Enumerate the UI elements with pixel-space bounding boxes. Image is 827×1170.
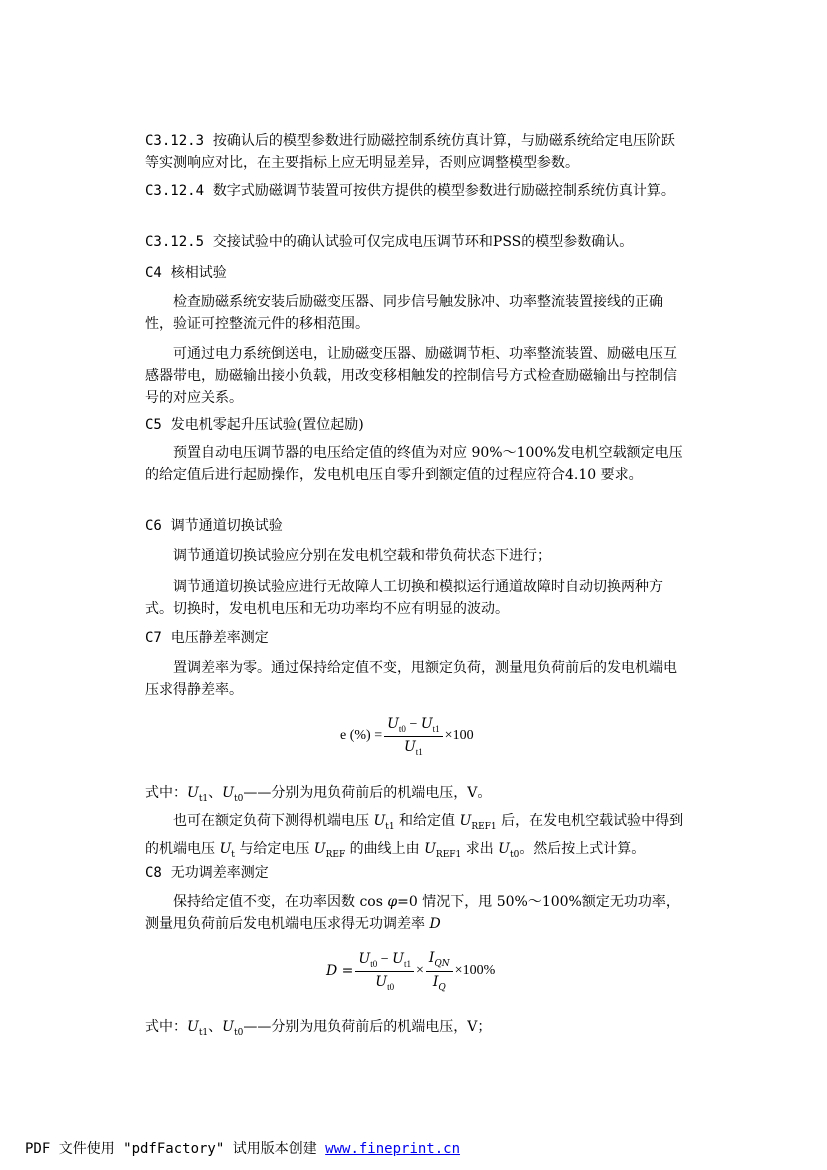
var-u: U bbox=[498, 840, 510, 857]
var-u: U bbox=[222, 785, 234, 801]
text: 后，在发电机空载试验中得到的机端电压 bbox=[145, 813, 684, 857]
c8-where-clause bbox=[145, 1016, 688, 1044]
text: 求出 bbox=[461, 840, 499, 857]
minus: − bbox=[377, 952, 393, 967]
sep: 、 bbox=[208, 1019, 223, 1035]
var-u: U bbox=[375, 973, 388, 990]
var-u: U bbox=[222, 1019, 234, 1035]
var-u: U bbox=[403, 738, 416, 755]
sub: t0 bbox=[509, 849, 520, 860]
clause-text: 数字式励磁调节装置可按供方提供的模型参数进行励磁控制系统仿真计算。 bbox=[212, 183, 675, 199]
heading-c6 bbox=[145, 515, 688, 537]
sub: t1 bbox=[198, 793, 209, 804]
c8-paragraph-1 bbox=[145, 891, 688, 935]
formula-fraction bbox=[384, 716, 443, 757]
formula-denominator bbox=[433, 972, 446, 993]
text: 也可在额定负荷下测得机端电压 bbox=[173, 813, 374, 829]
c7-paragraph-2 bbox=[145, 810, 688, 866]
formula-lhs: e (%) = bbox=[340, 728, 383, 744]
var-u: U bbox=[387, 716, 399, 732]
text: 。然后按上式计算。 bbox=[519, 840, 646, 857]
heading-c7 bbox=[145, 627, 688, 649]
clause-c3-12-4 bbox=[145, 180, 688, 202]
text: =0 情况下，甩 50%～100%额定无功功率，测量甩负荷前后发电机端电压求得无功调差率 bbox=[145, 894, 680, 932]
sub: t1 bbox=[403, 958, 411, 969]
clause-c3-12-3 bbox=[145, 130, 688, 174]
c5-paragraph-1: 预置自动电压调节器的电压给定值的终值为对应 90%～100%发电机空载额定电压的给定值后进行起励操作，发电机电压自零升到额定值的过程应符合4.10 要求。 bbox=[145, 445, 683, 483]
sub: t0 bbox=[233, 793, 244, 804]
sub: REF bbox=[325, 849, 346, 860]
sub: t1 bbox=[198, 1027, 209, 1038]
heading-c5 bbox=[145, 414, 688, 436]
where-prefix: 式中： bbox=[145, 1019, 187, 1035]
clause-number: C3.12.5 bbox=[145, 234, 205, 250]
heading-title: 核相试验 bbox=[170, 265, 227, 281]
text: 保持给定值不变，在功率因数 cos bbox=[173, 894, 388, 910]
formula-fraction-u bbox=[355, 951, 414, 992]
heading-number: C6 bbox=[145, 518, 162, 534]
sub: REF1 bbox=[435, 849, 462, 860]
c7-paragraph-1: 置调差率为零。通过保持给定值不变，甩额定负荷，测量甩负荷前后的发电机端电压求得静差率。 bbox=[145, 660, 677, 698]
c4-paragraph-2: 可通过电力系统倒送电，让励磁变压器、励磁调节柜、功率整流装置、励磁电压互感器带电，励磁输出接小负载，用改变移相触发的控制信号方式检查励磁输出与控制信号的对应关系。 bbox=[145, 346, 677, 406]
where-text: ——分别为甩负荷前后的机端电压，V。 bbox=[243, 785, 492, 801]
formula-numerator bbox=[384, 716, 443, 737]
sub: t1 bbox=[385, 821, 395, 832]
sub: t bbox=[231, 849, 235, 860]
times: × bbox=[415, 963, 424, 979]
formula-numerator bbox=[355, 951, 414, 972]
text: 和给定值 bbox=[394, 813, 460, 829]
sub: t1 bbox=[415, 746, 423, 757]
sub: t0 bbox=[398, 723, 406, 734]
var-d: D bbox=[429, 916, 441, 932]
where-prefix: 式中： bbox=[145, 785, 187, 801]
c6-paragraph-2: 调节通道切换试验应进行无故障人工切换和模拟运行通道故障时自动切换两种方式。切换时，发电机电压和无功功率均不应有明显的波动。 bbox=[145, 579, 663, 617]
var-u: U bbox=[392, 951, 404, 967]
sub: t0 bbox=[370, 958, 378, 969]
var-u: U bbox=[187, 1019, 199, 1035]
clause-number: C3.12.4 bbox=[145, 183, 205, 199]
var-u: U bbox=[373, 813, 386, 829]
where-text: ——分别为甩负荷前后的机端电压，V； bbox=[243, 1019, 492, 1035]
sub: Q bbox=[438, 982, 446, 993]
heading-number: C4 bbox=[145, 265, 162, 281]
var-phi: φ bbox=[387, 894, 398, 910]
var-u: U bbox=[420, 716, 433, 732]
footer-text: PDF 文件使用 "pdfFactory" 试用版本创建 bbox=[25, 1141, 326, 1157]
var-u: U bbox=[187, 785, 199, 801]
formula-lhs: D = bbox=[326, 963, 354, 980]
sep: 、 bbox=[208, 785, 223, 801]
c4-paragraph-1: 检查励磁系统安装后励磁变压器、同步信号触发脉冲、功率整流装置接线的正确性，验证可控整流元件的移相范围。 bbox=[145, 294, 663, 332]
heading-c8 bbox=[145, 862, 688, 884]
var-i: I bbox=[432, 973, 439, 990]
var-i: I bbox=[428, 950, 435, 966]
pdf-footer bbox=[25, 1138, 460, 1158]
sub: t0 bbox=[387, 981, 395, 992]
formula-factor: ×100 bbox=[444, 728, 474, 744]
heading-title: 调节通道切换试验 bbox=[170, 518, 283, 534]
clause-c3-12-5 bbox=[145, 231, 688, 253]
clause-text: 按确认后的模型参数进行励磁控制系统仿真计算，与励磁系统给定电压阶跃等实测响应对比，在主要指标上应无明显差异，否则应调整模型参数。 bbox=[145, 133, 675, 171]
text: 的曲线上由 bbox=[345, 840, 425, 857]
heading-number: C7 bbox=[145, 630, 162, 646]
fineprint-link[interactable]: www.fineprint.cn bbox=[325, 1141, 461, 1157]
minus: − bbox=[405, 717, 421, 732]
sub: t0 bbox=[233, 1027, 244, 1038]
c7-where-clause bbox=[145, 782, 688, 810]
sub: t1 bbox=[432, 723, 440, 734]
c6-paragraph-1: 调节通道切换试验应分别在发电机空载和带负荷状态下进行； bbox=[173, 548, 551, 564]
heading-number: C5 bbox=[145, 417, 162, 433]
formula-fraction-i bbox=[426, 950, 453, 993]
sub: QN bbox=[434, 958, 450, 969]
heading-c4 bbox=[145, 262, 688, 284]
text: 与给定电压 bbox=[234, 840, 314, 857]
formula-factor: ×100% bbox=[454, 963, 496, 979]
formula-denominator bbox=[375, 972, 394, 992]
heading-title: 电压静差率测定 bbox=[170, 630, 269, 646]
formula-denominator bbox=[404, 737, 423, 757]
sub: REF1 bbox=[471, 821, 497, 832]
var-u: U bbox=[424, 840, 436, 857]
heading-title: 无功调差率测定 bbox=[170, 865, 269, 881]
var-u: U bbox=[219, 840, 232, 857]
static-error-formula bbox=[340, 716, 474, 757]
reactive-droop-formula bbox=[326, 950, 495, 993]
var-u: U bbox=[358, 951, 371, 967]
formula-numerator bbox=[426, 950, 453, 972]
heading-number: C8 bbox=[145, 865, 162, 881]
clause-text: 交接试验中的确认试验可仅完成电压调节环和PSS的模型参数确认。 bbox=[212, 234, 634, 250]
clause-number: C3.12.3 bbox=[145, 133, 205, 149]
var-u: U bbox=[459, 813, 472, 829]
heading-title: 发电机零起升压试验(置位起励) bbox=[170, 417, 364, 433]
var-u: U bbox=[313, 840, 326, 857]
